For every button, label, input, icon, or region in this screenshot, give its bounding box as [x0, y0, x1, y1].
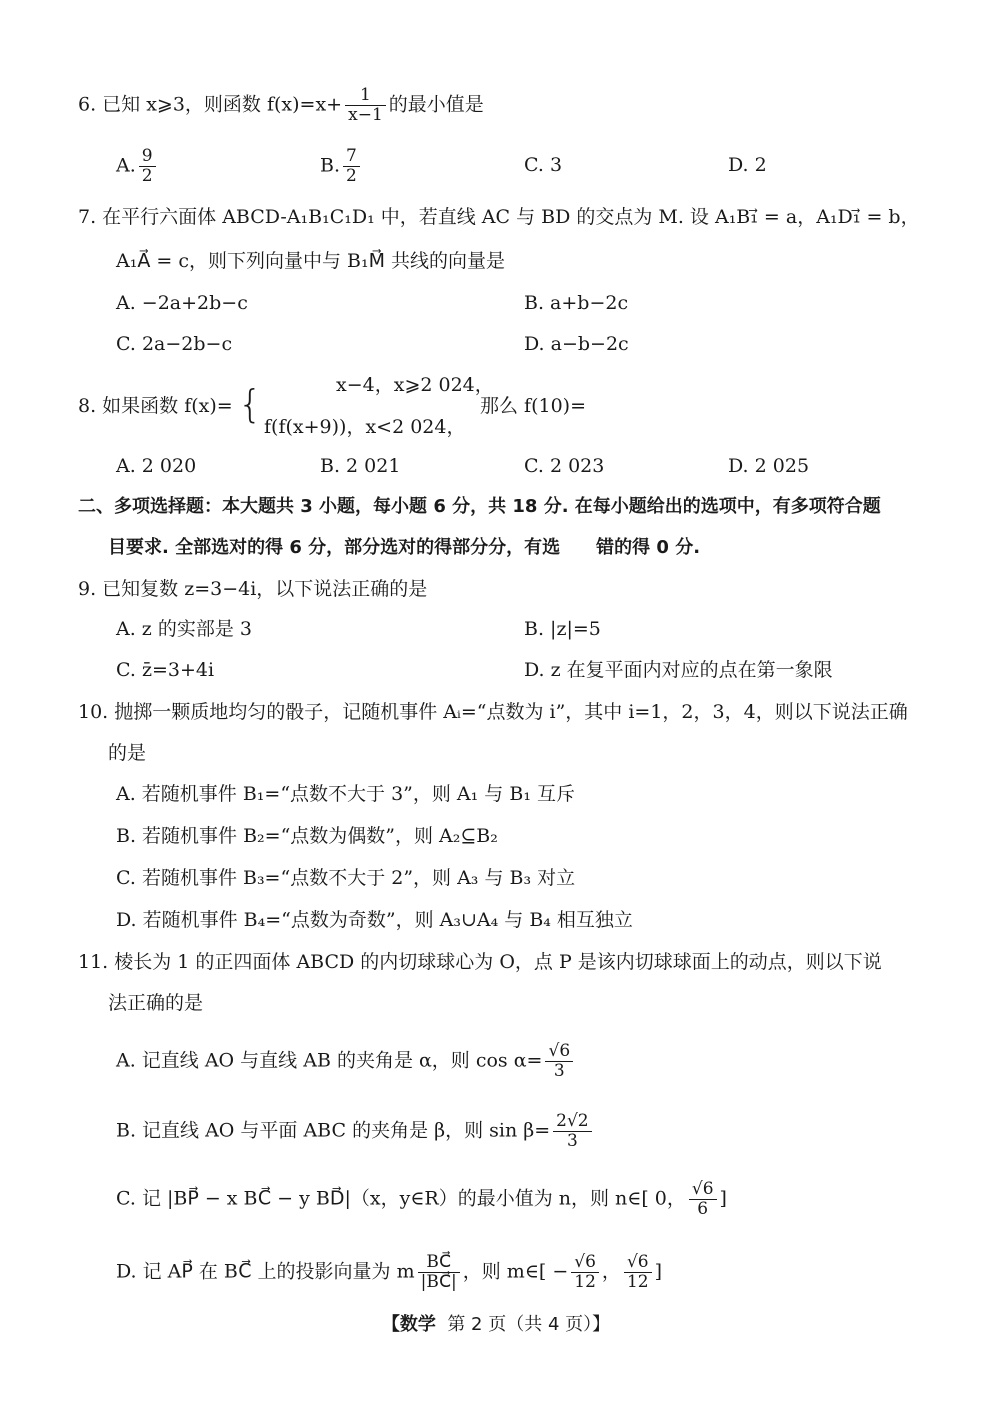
q7-option-b: B. a+b−2c: [524, 292, 629, 314]
q10-option-c: C. 若随机事件 B₃=“点数不大于 2”，则 A₃ 与 B₃ 对立: [116, 867, 576, 889]
q6-stem-text: 6. 已知 x⩾3，则函数 f(x)=x+: [78, 93, 343, 116]
q11-a-text: A. 记直线 AO 与直线 AB 的夹角是 α，则 cos α=: [116, 1049, 543, 1072]
q6-frac-num: 1: [345, 86, 386, 106]
q11-b-den: 3: [566, 1131, 578, 1151]
q11-a-num: √6: [545, 1042, 573, 1062]
q8-case1: x−4，x⩾2 024，: [336, 374, 494, 396]
q6-b-num: 7: [343, 147, 360, 167]
q6-option-d: D. 2: [728, 154, 767, 176]
q11-c-text: C. 记 |BP⃗ − x BC⃗ − y BD⃗|（x，y∈R）的最小值为 n，则 n∈: [116, 1187, 642, 1210]
q11-d-mid: ，则 m∈: [462, 1260, 539, 1283]
q6-a-fraction: [139, 147, 156, 186]
q6-frac-den: x−1: [348, 105, 383, 125]
q11-d-fraction3: [624, 1253, 652, 1292]
q10-option-a: A. 若随机事件 B₁=“点数不大于 3”，则 A₁ 与 B₁ 互斥: [116, 783, 575, 805]
q7-stem-line2: A₁A⃗ = c，则下列向量中与 B₁M⃗ 共线的向量是: [116, 250, 506, 272]
q6-stem: [78, 86, 484, 125]
q6-a-label: A.: [116, 154, 136, 177]
q11-d-num2: √6: [571, 1253, 599, 1273]
q11-c-den: 6: [697, 1199, 709, 1219]
q11-d-num3: √6: [624, 1253, 652, 1273]
q6-a-num: 9: [139, 147, 156, 167]
q7-option-d: D. a−b−2c: [524, 333, 629, 355]
q11-b-text: B. 记直线 AO 与平面 ABC 的夹角是 β，则 sin β=: [116, 1119, 551, 1142]
q11-b-num: 2√2: [553, 1112, 591, 1132]
q9-option-d: D. z 在复平面内对应的点在第一象限: [524, 659, 833, 681]
q11-a-den: 3: [553, 1061, 565, 1081]
q11-option-a: [116, 1042, 576, 1081]
q6-option-c: C. 3: [524, 154, 563, 176]
q8-stem: 8. 如果函数 f(x)=: [78, 395, 233, 417]
q6-b-label: B.: [320, 154, 341, 177]
q11-d-fraction2: [571, 1253, 599, 1292]
section2-heading-line1: 二、多项选择题：本大题共 3 小题，每小题 6 分，共 18 分. 在每小题给出的选项中，有多项符合题: [78, 496, 881, 517]
q11-stem-line1: 11. 棱长为 1 的正四面体 ABCD 的内切球球心为 O，点 P 是该内切球球面上的动点，则以下说: [78, 951, 882, 973]
q9-option-a: A. z 的实部是 3: [116, 618, 252, 640]
q11-d-text: D. 记 AP⃗ 在 BC⃗ 上的投影向量为 m: [116, 1260, 415, 1283]
q8-stem-end: 那么 f(10)=: [480, 395, 586, 417]
q11-option-d: [116, 1253, 662, 1292]
q11-stem-line2: 法正确的是: [108, 992, 204, 1014]
q8-option-c: C. 2 023: [524, 455, 605, 477]
q11-b-fraction: [553, 1112, 591, 1151]
q9-option-c: C. z̄=3+4i: [116, 659, 215, 681]
q9-option-b: B. |z|=5: [524, 618, 601, 640]
q11-option-c: [116, 1180, 727, 1219]
q6-b-den: 2: [346, 166, 357, 186]
q11-d-num: BC⃗: [418, 1253, 460, 1273]
q10-option-d: D. 若随机事件 B₄=“点数为奇数”，则 A₃∪A₄ 与 B₄ 相互独立: [116, 909, 633, 931]
q11-c-num: √6: [689, 1180, 717, 1200]
q7-option-a: A. −2a+2b−c: [116, 292, 248, 314]
q11-option-b: [116, 1112, 595, 1151]
q11-c-open: [ 0，: [641, 1187, 686, 1210]
q6-fraction: [345, 86, 386, 125]
q9-stem: 9. 已知复数 z=3−4i，以下说法正确的是: [78, 578, 428, 600]
q7-stem-line1: 7. 在平行六面体 ABCD-A₁B₁C₁D₁ 中，若直线 AC 与 BD 的交点为 M. 设 A₁B₁⃗ = a，A₁D₁⃗ = b，: [78, 206, 920, 228]
q6-a-den: 2: [141, 166, 153, 186]
q11-d-den2: 12: [574, 1272, 596, 1292]
q11-d-den3: 12: [626, 1272, 649, 1292]
q11-d-fraction: [418, 1253, 460, 1292]
q10-option-b: B. 若随机事件 B₂=“点数为偶数”，则 A₂⊆B₂: [116, 825, 498, 847]
q6-stem-end: 的最小值是: [388, 93, 484, 116]
q8-brace: {: [238, 382, 263, 426]
q6-b-fraction: [343, 147, 360, 186]
footer-subject: 【数学: [381, 1314, 436, 1335]
q11-d-den: |BC⃗|: [420, 1272, 457, 1292]
q11-a-fraction: [545, 1042, 573, 1081]
q10-stem-line2: 的是: [108, 742, 147, 764]
q11-d-sep: ，: [601, 1260, 621, 1283]
q11-c-fraction: [689, 1180, 717, 1219]
q10-stem-line1: 10. 抛掷一颗质地均匀的骰子，记随机事件 Aᵢ=“点数为 i”，其中 i=1，2，3，4，则以下说法正确: [78, 701, 908, 723]
q11-d-open: [ −: [538, 1260, 569, 1283]
section2-heading-line2: 目要求. 全部选对的得 6 分，部分选对的得部分分，有选 错的得 0 分.: [108, 537, 701, 558]
q8-option-a: A. 2 020: [116, 455, 197, 477]
page-footer: [0, 1310, 992, 1336]
q8-option-d: D. 2 025: [728, 455, 810, 477]
q6-option-b: [320, 147, 363, 186]
q8-case2: f(f(x+9))，x<2 024，: [264, 416, 466, 438]
q7-option-c: C. 2a−2b−c: [116, 333, 233, 355]
q6-option-a: [116, 147, 159, 186]
q8-option-b: B. 2 021: [320, 455, 401, 477]
footer-page-number: 第 2 页（共 4 页）】: [447, 1314, 611, 1335]
q11-d-close: ]: [654, 1260, 663, 1283]
q11-c-close: ]: [719, 1187, 727, 1210]
